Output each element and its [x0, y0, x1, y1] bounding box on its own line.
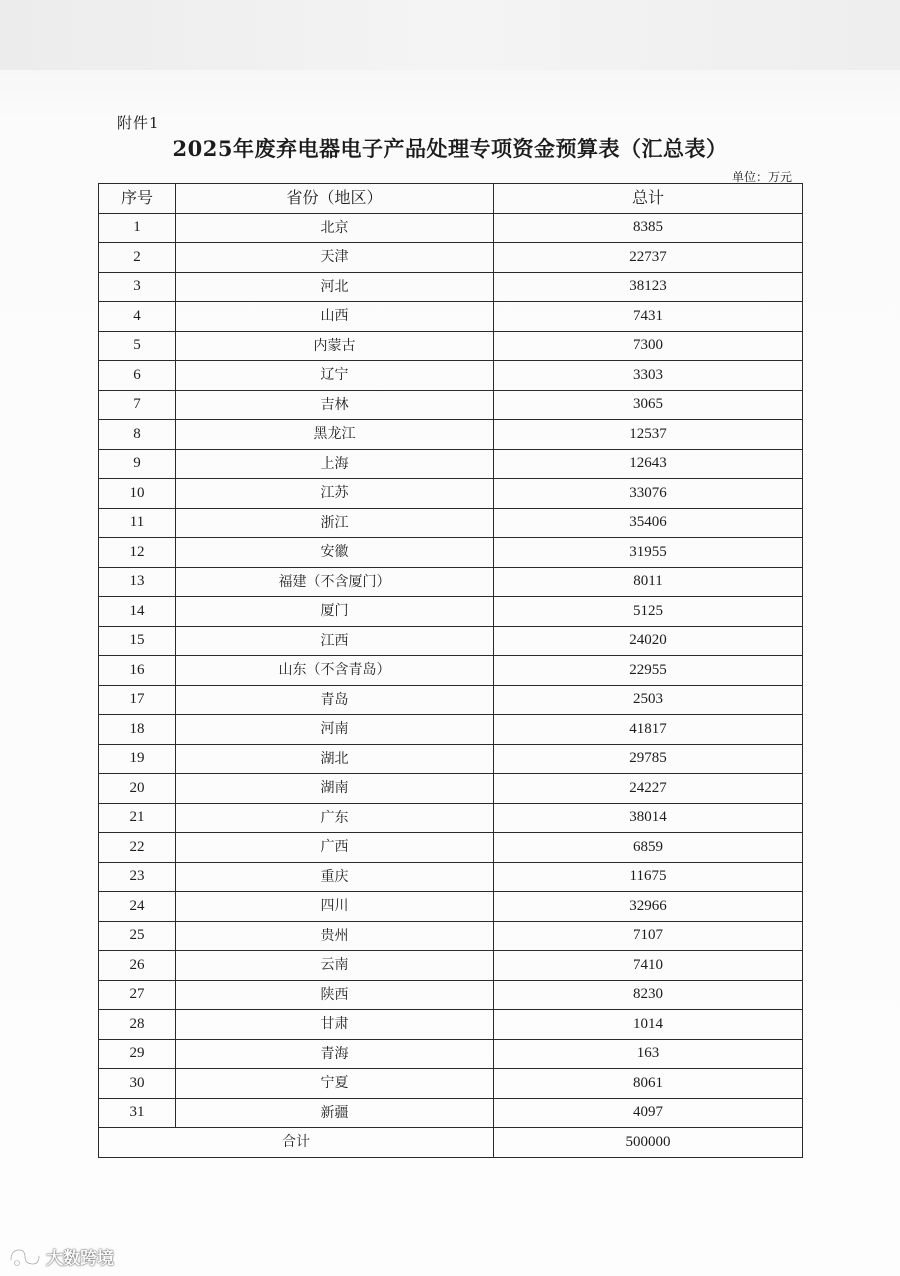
- row-province: 河北: [176, 272, 494, 302]
- table-row: [99, 272, 803, 302]
- row-total: 38123: [494, 272, 803, 302]
- table-row: [99, 656, 803, 686]
- row-serial-number: 15: [99, 626, 176, 656]
- row-serial-number: 5: [99, 331, 176, 361]
- row-serial-number: 11: [99, 508, 176, 538]
- row-total: 31955: [494, 538, 803, 568]
- attachment-label: 附件1: [117, 114, 160, 132]
- row-province: 广东: [176, 803, 494, 833]
- row-total: 7107: [494, 921, 803, 951]
- row-total: 5125: [494, 597, 803, 627]
- row-province: 吉林: [176, 390, 494, 420]
- document-title: 2025年废弃电器电子产品处理专项资金预算表（汇总表）: [172, 136, 728, 161]
- row-total: 2503: [494, 685, 803, 715]
- row-province: 厦门: [176, 597, 494, 627]
- row-serial-number: 28: [99, 1010, 176, 1040]
- table-row: [99, 980, 803, 1010]
- row-serial-number: 14: [99, 597, 176, 627]
- row-total: 8230: [494, 980, 803, 1010]
- row-serial-number: 30: [99, 1069, 176, 1099]
- row-serial-number: 9: [99, 449, 176, 479]
- row-province: 上海: [176, 449, 494, 479]
- row-total: 8011: [494, 567, 803, 597]
- row-province: 贵州: [176, 921, 494, 951]
- row-total: 7300: [494, 331, 803, 361]
- table-body: [99, 213, 803, 1128]
- table-row: [99, 833, 803, 863]
- row-province: 青岛: [176, 685, 494, 715]
- table-row: [99, 685, 803, 715]
- table-row: [99, 331, 803, 361]
- sum-value: 500000: [494, 1128, 803, 1158]
- table-row: [99, 1039, 803, 1069]
- row-serial-number: 22: [99, 833, 176, 863]
- row-province: 宁夏: [176, 1069, 494, 1099]
- table-row: [99, 626, 803, 656]
- table-row: [99, 862, 803, 892]
- header-serial-number: 序号: [99, 184, 176, 214]
- table-row: [99, 774, 803, 804]
- row-total: 3065: [494, 390, 803, 420]
- row-province: 云南: [176, 951, 494, 981]
- row-serial-number: 6: [99, 361, 176, 391]
- row-serial-number: 19: [99, 744, 176, 774]
- table-row: [99, 390, 803, 420]
- row-total: 7431: [494, 302, 803, 332]
- row-total: 29785: [494, 744, 803, 774]
- row-province: 江西: [176, 626, 494, 656]
- row-total: 33076: [494, 479, 803, 509]
- row-province: 天津: [176, 243, 494, 273]
- row-serial-number: 8: [99, 420, 176, 450]
- row-total: 3303: [494, 361, 803, 391]
- table-row: [99, 1010, 803, 1040]
- row-province: 内蒙古: [176, 331, 494, 361]
- row-province: 浙江: [176, 508, 494, 538]
- table-row: [99, 715, 803, 745]
- row-province: 陕西: [176, 980, 494, 1010]
- table-row: [99, 449, 803, 479]
- row-serial-number: 23: [99, 862, 176, 892]
- row-serial-number: 17: [99, 685, 176, 715]
- table-row: [99, 361, 803, 391]
- table-row: [99, 744, 803, 774]
- table-row: [99, 243, 803, 273]
- row-province: 山东（不含青岛）: [176, 656, 494, 686]
- row-total: 163: [494, 1039, 803, 1069]
- row-serial-number: 20: [99, 774, 176, 804]
- row-province: 四川: [176, 892, 494, 922]
- row-serial-number: 27: [99, 980, 176, 1010]
- sum-label: 合计: [99, 1128, 494, 1158]
- row-total: 8061: [494, 1069, 803, 1099]
- table-row: [99, 213, 803, 243]
- table-header-row: [99, 184, 803, 214]
- row-province: 新疆: [176, 1098, 494, 1128]
- row-serial-number: 1: [99, 213, 176, 243]
- budget-table: [98, 183, 803, 1158]
- row-province: 山西: [176, 302, 494, 332]
- row-province: 辽宁: [176, 361, 494, 391]
- row-province: 青海: [176, 1039, 494, 1069]
- table-row: [99, 420, 803, 450]
- row-province: 安徽: [176, 538, 494, 568]
- row-serial-number: 12: [99, 538, 176, 568]
- row-province: 北京: [176, 213, 494, 243]
- row-province: 甘肃: [176, 1010, 494, 1040]
- row-serial-number: 26: [99, 951, 176, 981]
- row-serial-number: 16: [99, 656, 176, 686]
- row-province: 江苏: [176, 479, 494, 509]
- table-row: [99, 302, 803, 332]
- row-total: 24020: [494, 626, 803, 656]
- row-total: 1014: [494, 1010, 803, 1040]
- row-total: 4097: [494, 1098, 803, 1128]
- row-province: 福建（不含厦门）: [176, 567, 494, 597]
- header-province: 省份（地区）: [176, 184, 494, 214]
- row-total: 22737: [494, 243, 803, 273]
- row-total: 35406: [494, 508, 803, 538]
- row-serial-number: 29: [99, 1039, 176, 1069]
- row-total: 41817: [494, 715, 803, 745]
- table-row: [99, 921, 803, 951]
- unit-note: 单位：万元: [731, 170, 792, 184]
- scan-shadow-band: [0, 0, 900, 70]
- row-serial-number: 31: [99, 1098, 176, 1128]
- row-total: 22955: [494, 656, 803, 686]
- brand-logo-icon: [8, 1246, 42, 1268]
- row-province: 黑龙江: [176, 420, 494, 450]
- row-total: 8385: [494, 213, 803, 243]
- row-total: 7410: [494, 951, 803, 981]
- row-total: 32966: [494, 892, 803, 922]
- row-serial-number: 13: [99, 567, 176, 597]
- row-total: 24227: [494, 774, 803, 804]
- row-total: 11675: [494, 862, 803, 892]
- row-serial-number: 24: [99, 892, 176, 922]
- table-row: [99, 1069, 803, 1099]
- row-serial-number: 3: [99, 272, 176, 302]
- row-serial-number: 2: [99, 243, 176, 273]
- table-row: [99, 508, 803, 538]
- row-province: 重庆: [176, 862, 494, 892]
- row-province: 广西: [176, 833, 494, 863]
- row-total: 38014: [494, 803, 803, 833]
- watermark: [8, 1244, 114, 1269]
- row-serial-number: 7: [99, 390, 176, 420]
- row-total: 12643: [494, 449, 803, 479]
- table-row: [99, 567, 803, 597]
- watermark-text: 大数跨境: [46, 1249, 114, 1269]
- table-row: [99, 538, 803, 568]
- row-serial-number: 10: [99, 479, 176, 509]
- row-serial-number: 18: [99, 715, 176, 745]
- row-serial-number: 4: [99, 302, 176, 332]
- row-total: 6859: [494, 833, 803, 863]
- table-row: [99, 951, 803, 981]
- table-row: [99, 892, 803, 922]
- row-province: 湖南: [176, 774, 494, 804]
- table-row: [99, 803, 803, 833]
- row-province: 湖北: [176, 744, 494, 774]
- row-serial-number: 25: [99, 921, 176, 951]
- row-serial-number: 21: [99, 803, 176, 833]
- row-total: 12537: [494, 420, 803, 450]
- row-province: 河南: [176, 715, 494, 745]
- table-row: [99, 479, 803, 509]
- header-total: 总计: [494, 184, 803, 214]
- table-row: [99, 1098, 803, 1128]
- sum-row: [99, 1128, 803, 1158]
- table-row: [99, 597, 803, 627]
